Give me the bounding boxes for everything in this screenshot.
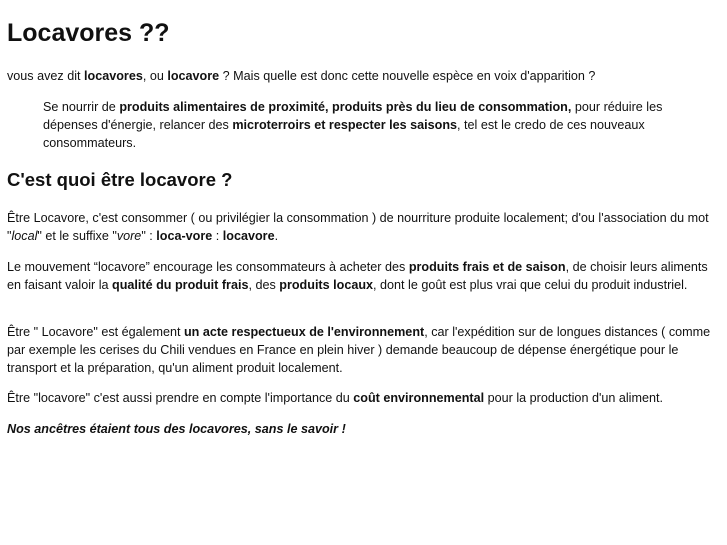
intro-paragraph [7,67,719,85]
para-bold-loca-vore: loca-vore [156,229,213,243]
quote-text: pour réduire les dépenses d'énergie, relancer des [43,100,663,132]
intro-bold-locavore: locavore [167,69,220,83]
definition-quote [43,98,673,152]
intro-text: , ou [142,69,168,83]
para-italic-vore: vore [116,229,142,243]
para-bold-acte-respectueux: un acte respectueux de l'environnement [183,325,425,339]
paragraph-definition [7,209,719,245]
paragraph-environment [7,323,719,377]
para-text: " : [141,229,157,243]
para-text: Le mouvement “locavore” encourage les consommateurs à acheter des [7,260,409,274]
para-text: Être " Locavore" est également [7,325,184,339]
para-bold-cout: coût environnemental [353,391,485,405]
intro-text: vous avez dit [7,69,85,83]
para-bold-produits-frais: produits frais et de saison [408,260,566,274]
para-bold-qualite: qualité du produit frais [112,278,249,292]
quote-text: , tel est le credo de ces nouveaux consommateurs. [43,118,645,150]
quote-text: Se nourrir de [43,100,120,114]
quote-bold-produits: produits alimentaires de proximité, produits près du lieu de consommation, [119,100,572,114]
section-heading: C'est quoi être locavore ? [7,169,233,190]
para-bold-locavore: locavore [222,229,275,243]
intro-bold-locavores: locavores [84,69,143,83]
paragraph-movement [7,258,719,294]
para-text: : [212,229,223,243]
closing-statement: Nos ancêtres étaient tous des locavores, sans le savoir ! [7,422,346,436]
para-italic-local: local [11,229,38,243]
para-text: . [274,229,279,243]
para-text: , car l'expédition sur de longues distances ( comme par exemple les cerises du Chili vendues en France en plein hiver ) demande beaucoup de dépense énergétique pour le transport et la préparation, qu'un aliment produit localement. [7,325,711,375]
para-text: pour la production d'un aliment. [484,391,663,405]
para-text: Être Locavore, c'est consommer ( ou privilégier la consommation ) de nourriture produite localement; d'ou l'association du mot " [7,211,709,243]
para-text: Être "locavore" c'est aussi prendre en compte l'importance du [7,391,354,405]
para-text: , des [248,278,280,292]
paragraph-cost [7,389,719,407]
intro-text: ? Mais quelle est donc cette nouvelle espèce en voix d'apparition ? [219,69,596,83]
para-text: , de choisir leurs aliments en faisant valoir la [7,260,708,292]
para-text: , dont le goût est plus vrai que celui du produit industriel. [373,278,688,292]
para-text: " et le suffixe " [37,229,117,243]
para-bold-produits-locaux: produits locaux [279,278,374,292]
page-title: Locavores ?? [7,19,170,47]
quote-bold-microterroirs: microterroirs et respecter les saisons [232,118,458,132]
